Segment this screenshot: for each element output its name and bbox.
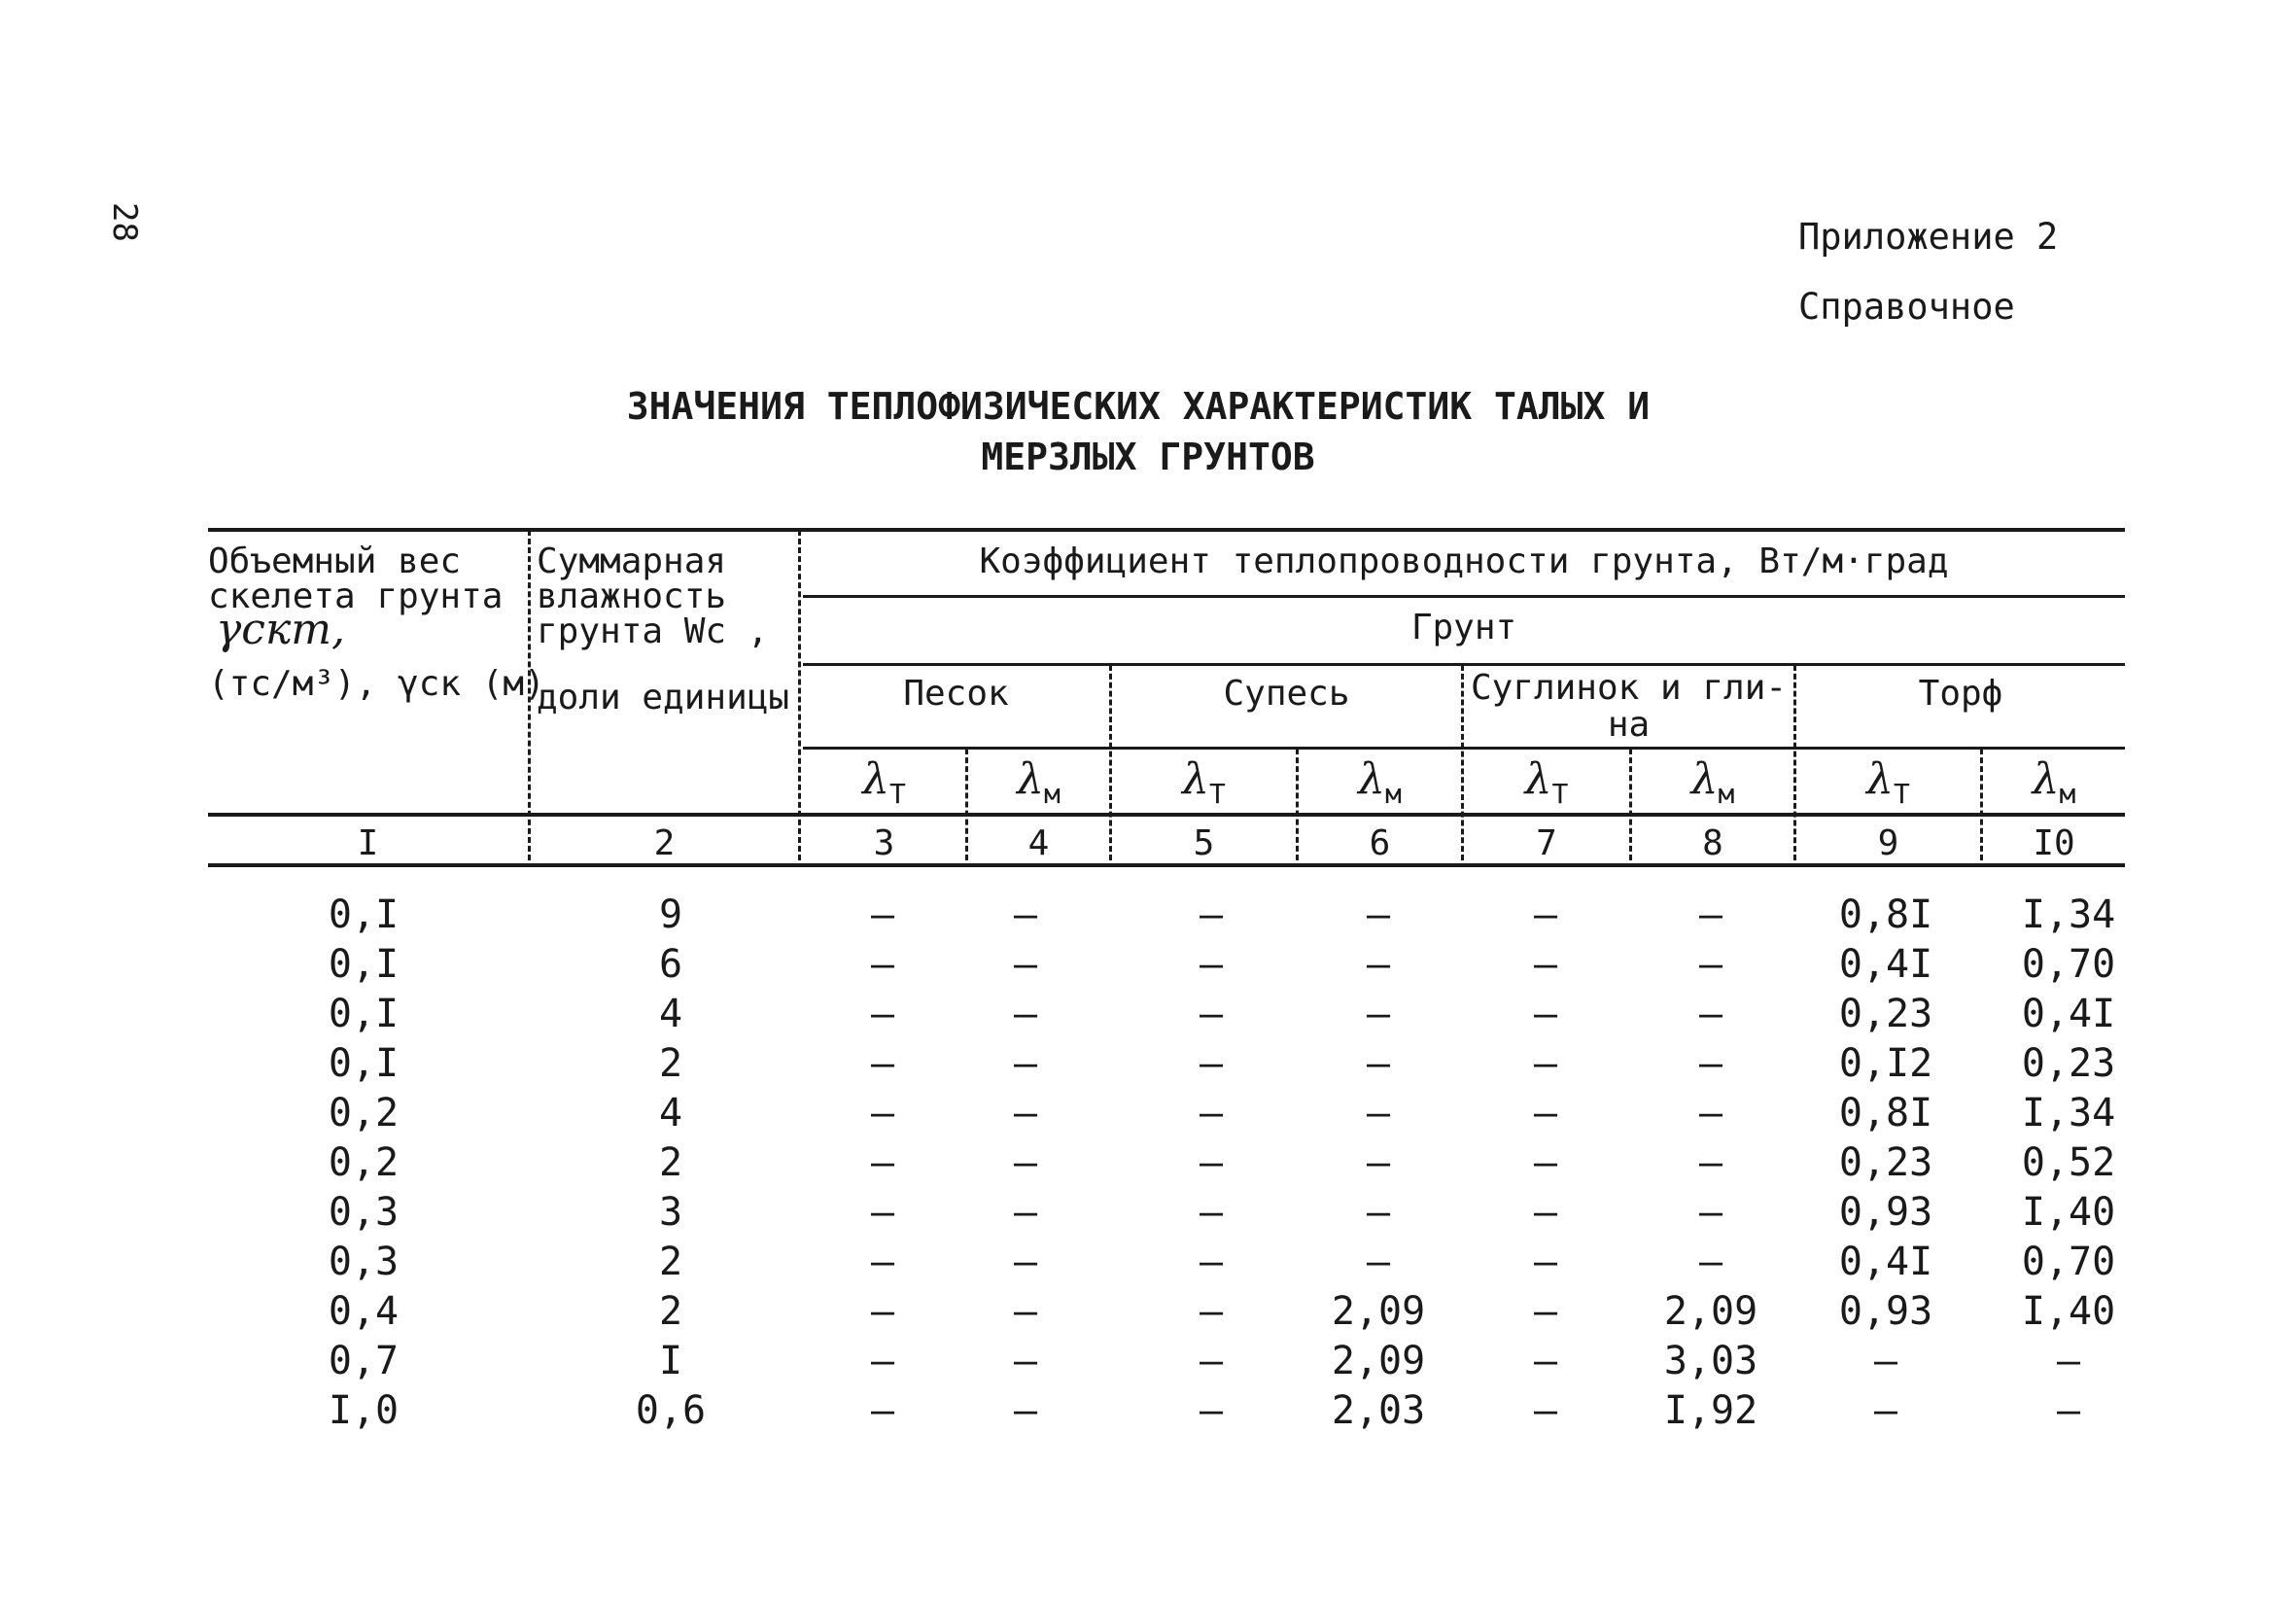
table-cell: –: [1698, 1041, 1723, 1086]
table-cell: –: [1013, 1388, 1038, 1433]
col-number: I0: [2033, 823, 2075, 863]
col2-header-line2: влажность: [537, 577, 727, 616]
table-cell: –: [1366, 992, 1391, 1036]
table-cell: 0,7: [328, 1339, 400, 1383]
table-cell: –: [1533, 1091, 1558, 1136]
table-cell: I,34: [2021, 892, 2116, 937]
table-cell: –: [1698, 1240, 1723, 1284]
table-cell: –: [1698, 1190, 1723, 1235]
table-cell: –: [870, 1339, 895, 1383]
table-cell: –: [1873, 1339, 1898, 1383]
table-cell: 2: [658, 1289, 683, 1334]
table-cell: –: [870, 1190, 895, 1235]
table-cell: –: [1013, 1190, 1038, 1235]
table-cell: I: [658, 1339, 683, 1383]
table-cell: 2,09: [1331, 1289, 1426, 1334]
table-cell: 0,4I: [1838, 942, 1933, 987]
soil-rule: [803, 663, 2125, 666]
table-cell: –: [1366, 1140, 1391, 1185]
col-number: 3: [873, 823, 895, 863]
table-cell: –: [1533, 1190, 1558, 1235]
table-cell: –: [1199, 1289, 1224, 1334]
table-top-rule: [208, 528, 2125, 532]
table-cell: –: [1366, 1041, 1391, 1086]
group-peat: Торф: [1918, 674, 2003, 714]
coef-rule: [803, 595, 2125, 598]
table-cell: –: [1199, 942, 1224, 987]
group-loam-clay-cont: на: [1607, 705, 1651, 745]
header-bottom-rule: [208, 813, 2125, 817]
table-cell: –: [1366, 1091, 1391, 1136]
table-cell: 2,09: [1331, 1339, 1426, 1383]
col1-header-line2: скелета грунта: [208, 577, 504, 616]
coef-header: Коэффициент теплопроводности грунта, Вт/м·град: [979, 542, 1949, 581]
table-cell: –: [1698, 1091, 1723, 1136]
table-cell: 0,93: [1838, 1190, 1933, 1235]
table-cell: I,0: [328, 1388, 400, 1433]
lambda-m-header: $\lambda_м$: [1690, 754, 1735, 810]
table-cell: 2: [658, 1240, 683, 1284]
document-title-line1: ЗНАЧЕНИЯ ТЕПЛОФИЗИЧЕСКИХ ХАРАКТЕРИСТИК ТАЛЫХ И: [626, 385, 1651, 428]
col-sep: [798, 530, 801, 860]
table-cell: 0,I: [328, 942, 400, 987]
col2-header-line1: Суммарная: [537, 542, 727, 581]
lambda-t-header: $\lambda_T$: [1524, 754, 1569, 810]
soil-header: Грунт: [1410, 608, 1517, 647]
appendix-label: Приложение 2: [1798, 216, 2059, 258]
table-cell: –: [870, 1140, 895, 1185]
table-cell: –: [1533, 892, 1558, 937]
table-cell: –: [1199, 1091, 1224, 1136]
table-cell: –: [1533, 1240, 1558, 1284]
table-cell: –: [2056, 1388, 2081, 1433]
col-number: 5: [1193, 823, 1215, 863]
page-number: 28: [105, 202, 144, 242]
table-cell: 6: [658, 942, 683, 987]
table-cell: 0,I2: [1838, 1041, 1933, 1086]
table-cell: –: [1366, 892, 1391, 937]
table-cell: 4: [658, 1091, 683, 1136]
table-cell: –: [870, 942, 895, 987]
table-cell: 9: [658, 892, 683, 937]
table-cell: –: [1698, 1140, 1723, 1185]
col-number: 9: [1877, 823, 1899, 863]
table-cell: I,34: [2021, 1091, 2116, 1136]
table-cell: –: [1873, 1388, 1898, 1433]
table-cell: 0,I: [328, 892, 400, 937]
col2-header-line4: доли единицы: [537, 678, 790, 717]
table-cell: 0,2: [328, 1140, 400, 1185]
table-cell: –: [1199, 1041, 1224, 1086]
table-cell: –: [1013, 992, 1038, 1036]
appendix-type: Справочное: [1798, 286, 2015, 328]
col-number: 2: [653, 823, 676, 863]
table-cell: 0,93: [1838, 1289, 1933, 1334]
document-title-line2: МЕРЗЛЫХ ГРУНТОВ: [981, 436, 1315, 478]
table-cell: 2,09: [1663, 1289, 1758, 1334]
table-cell: –: [1533, 1041, 1558, 1086]
table-cell: I,92: [1663, 1388, 1758, 1433]
lambda-t-header: $\lambda_T$: [1182, 754, 1226, 810]
table-cell: 0,4: [328, 1289, 400, 1334]
table-cell: 0,8I: [1838, 892, 1933, 937]
col-number: I: [357, 823, 379, 863]
col-number: 8: [1702, 823, 1723, 863]
table-cell: –: [870, 1041, 895, 1086]
table-cell: 0,I: [328, 1041, 400, 1086]
table-cell: –: [1013, 1339, 1038, 1383]
table-cell: 0,23: [2021, 1041, 2116, 1086]
lambda-m-header: $\lambda_м$: [1017, 754, 1061, 810]
table-cell: –: [1199, 1339, 1224, 1383]
col1-header-line3: γскт,: [216, 605, 345, 654]
table-cell: –: [870, 1388, 895, 1433]
table-cell: –: [1366, 942, 1391, 987]
table-cell: –: [1199, 1388, 1224, 1433]
col1-header-line1: Объемный вес: [208, 542, 462, 581]
lambda-t-header: $\lambda_T$: [862, 754, 906, 810]
table-cell: 0,52: [2021, 1140, 2116, 1185]
group-sandy-loam: Супесь: [1223, 674, 1350, 714]
lambda-t-header: $\lambda_T$: [1866, 754, 1910, 810]
table-cell: 4: [658, 992, 683, 1036]
table-cell: –: [1533, 942, 1558, 987]
table-cell: –: [1698, 942, 1723, 987]
table-cell: –: [1533, 1388, 1558, 1433]
table-cell: –: [1013, 1091, 1038, 1136]
table-cell: 0,23: [1838, 992, 1933, 1036]
table-cell: –: [1199, 1240, 1224, 1284]
table-cell: I,40: [2021, 1190, 2116, 1235]
table-cell: 0,23: [1838, 1140, 1933, 1185]
group-rule: [803, 747, 2125, 750]
col-number: 4: [1027, 823, 1050, 863]
table-cell: –: [1013, 1041, 1038, 1086]
table-cell: –: [1199, 1190, 1224, 1235]
table-cell: –: [1199, 1140, 1224, 1185]
table-cell: –: [1199, 892, 1224, 937]
col1-header-line4: (тс/м³), γск (м): [208, 664, 545, 704]
table-cell: 0,70: [2021, 1240, 2116, 1284]
table-cell: 3,03: [1663, 1339, 1758, 1383]
table-cell: –: [1013, 892, 1038, 937]
table-cell: –: [1013, 1240, 1038, 1284]
table-cell: 0,70: [2021, 942, 2116, 987]
table-cell: –: [2056, 1339, 2081, 1383]
table-cell: 0,2: [328, 1091, 400, 1136]
table-cell: –: [1013, 1140, 1038, 1185]
table-cell: 0,4I: [1838, 1240, 1933, 1284]
table-cell: –: [870, 992, 895, 1036]
table-cell: 2: [658, 1140, 683, 1185]
table-cell: –: [1533, 1140, 1558, 1185]
table-cell: –: [1013, 1289, 1038, 1334]
table-cell: 0,6: [635, 1388, 707, 1433]
table-cell: –: [1533, 1289, 1558, 1334]
table-cell: –: [870, 1289, 895, 1334]
table-cell: –: [1533, 992, 1558, 1036]
table-cell: –: [1366, 1240, 1391, 1284]
lambda-m-header: $\lambda_м$: [1358, 754, 1402, 810]
col2-header-line3: грунта Wс ,: [537, 612, 769, 651]
numbers-bottom-rule: [208, 863, 2125, 867]
group-sand: Песок: [903, 674, 1009, 714]
table-cell: I,40: [2021, 1289, 2116, 1334]
table-cell: –: [870, 892, 895, 937]
table-cell: –: [1366, 1190, 1391, 1235]
lambda-m-header: $\lambda_м$: [2032, 754, 2076, 810]
table-cell: 0,8I: [1838, 1091, 1933, 1136]
table-cell: –: [1199, 992, 1224, 1036]
col-number: 6: [1369, 823, 1391, 863]
table-cell: 0,3: [328, 1190, 400, 1235]
table-cell: 0,I: [328, 992, 400, 1036]
table-cell: –: [870, 1240, 895, 1284]
col-number: 7: [1536, 823, 1557, 863]
table-cell: –: [1698, 992, 1723, 1036]
table-cell: 2: [658, 1041, 683, 1086]
table-cell: 0,3: [328, 1240, 400, 1284]
group-loam-clay: Суглинок и гли-: [1470, 668, 1788, 708]
table-cell: –: [1698, 892, 1723, 937]
table-cell: –: [870, 1091, 895, 1136]
table-cell: 3: [658, 1190, 683, 1235]
table-cell: 0,4I: [2021, 992, 2116, 1036]
table-cell: 2,03: [1331, 1388, 1426, 1433]
table-cell: –: [1013, 942, 1038, 987]
table-cell: –: [1533, 1339, 1558, 1383]
